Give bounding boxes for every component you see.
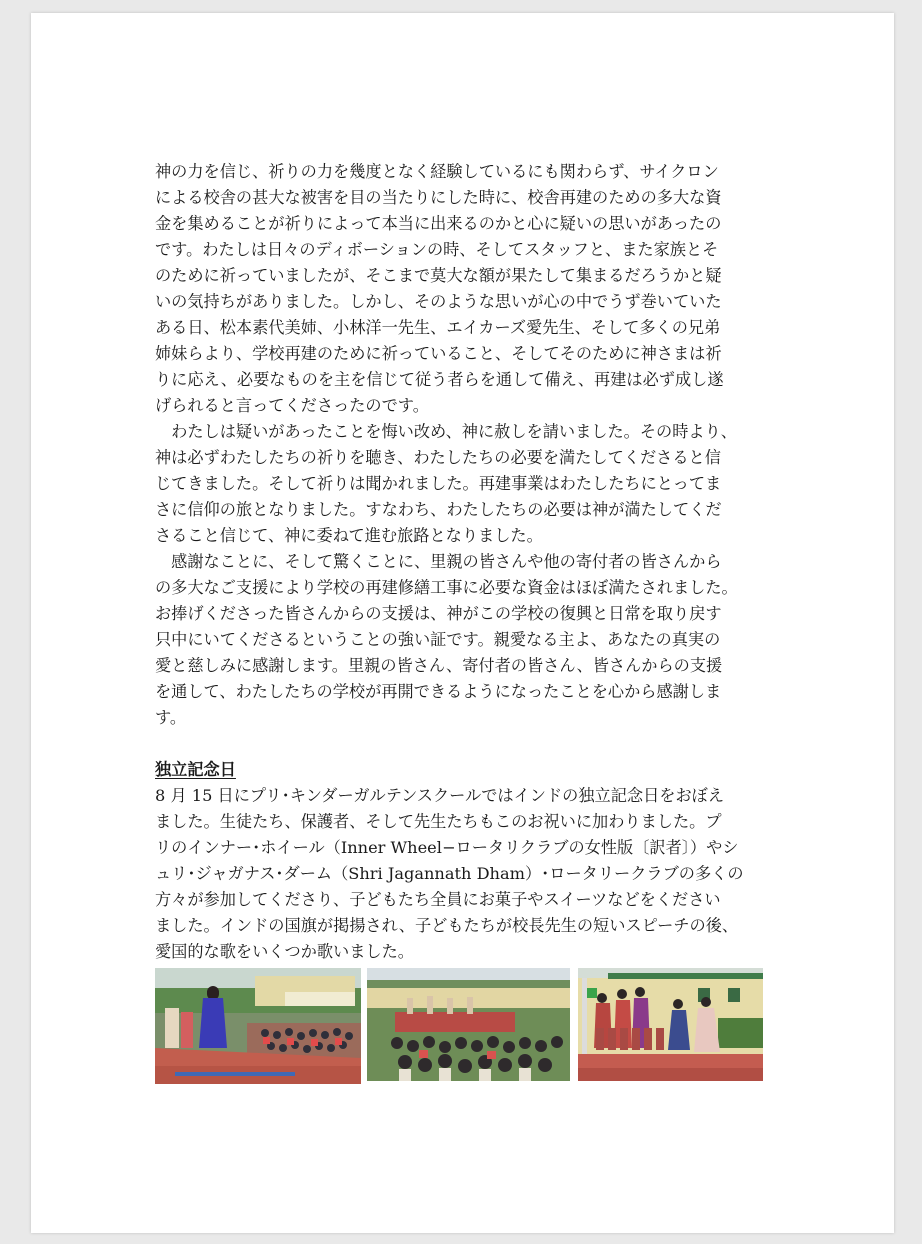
- paragraph-1: [155, 159, 778, 419]
- text-line: さに信仰の旅となりました。すなわち、わたしたちの必要は神が満たしてくだ: [155, 500, 722, 519]
- text-line: いの気持ちがありました。しかし、そのような思いが心の中でうず巻いていた: [155, 292, 722, 311]
- text-line: 神は必ずわたしたちの祈りを聴き、わたしたちの必要を満たしてくださると信: [155, 448, 721, 467]
- text-line: りに応え、必要なものを主を信じて従う者らを通して備え、再建は必ず成し遂: [155, 370, 724, 389]
- text-line: による校舎の甚大な被害を目の当たりにした時に、校舎再建のための多大な資: [155, 188, 722, 207]
- text-line: 愛と慈しみに感謝します。里親の皆さん、寄付者の皆さん、皆さんからの支援: [155, 656, 723, 675]
- event-photo-group-flag: [578, 968, 763, 1081]
- text-line: わたしは疑いがあったことを悔い改め、神に赦しを請いました。その時より、: [155, 422, 737, 441]
- event-photo-seated-children: [367, 968, 570, 1081]
- text-line: 神の力を信じ、祈りの力を幾度となく経験しているにも関わらず、サイクロン: [155, 162, 719, 181]
- text-line: 金を集めることが祈りによって本当に出来るのかと心に疑いの思いがあったの: [155, 214, 722, 233]
- section-heading: 独立記念日: [155, 760, 236, 779]
- photo-icon: [367, 968, 570, 1081]
- text-line: 只中にいてくださるということの強い証です。親愛なる主よ、あなたの真実の: [155, 630, 721, 649]
- text-line: です。わたしは日々のディボーションの時、そしてスタッフと、また家族とそ: [155, 240, 719, 259]
- text-line: 姉妹らより、学校再建のために祈っていること、そしてそのために神さまは祈: [155, 344, 722, 363]
- text-line: 8 月 15 日にプリ･キンダーガルテンスクールではインドの独立記念日をおぼえ: [155, 786, 725, 805]
- text-line: お捧げくださった皆さんからの支援は、神がこの学校の復興と日常を取り戻す: [155, 604, 722, 623]
- text-line: げられると言ってくださったのです。: [155, 396, 429, 415]
- document-page: [31, 13, 894, 1233]
- photo-icon: [578, 968, 763, 1081]
- text-line: さること信じて、神に委ねて進む旅路となりました。: [155, 526, 543, 545]
- text-line: す。: [155, 708, 187, 727]
- text-line: じてきました。そして祈りは聞かれました。再建事業はわたしたちにとってま: [155, 474, 722, 493]
- photo-icon: [155, 968, 361, 1084]
- event-photo-teacher-stage: [155, 968, 361, 1084]
- text-line: リのインナー･ホイール（Inner Wheel−ロータリクラブの女性版〔訳者〕）やシ: [155, 838, 739, 857]
- paragraph-2: [155, 419, 778, 549]
- document-body: [155, 159, 778, 965]
- text-line: の多大なご支援により学校の再建修繕工事に必要な資金はほぼ満たされました。: [155, 578, 738, 597]
- paragraph-spacer: [155, 731, 778, 757]
- text-line: ュリ･ジャガナス･ダーム（Shri Jagannath Dham）･ロータリークラブの多くの: [155, 864, 744, 883]
- text-line: 愛国的な歌をいくつか歌いました。: [155, 942, 414, 961]
- text-line: ました。インドの国旗が掲揚され、子どもたちが校長先生の短いスピーチの後、: [155, 916, 739, 935]
- paragraph-4: [155, 783, 778, 965]
- text-line: 感謝なことに、そして驚くことに、里親の皆さんや他の寄付者の皆さんから: [155, 552, 722, 571]
- text-line: のために祈っていましたが、そこまで莫大な額が果たして集まるだろうかと疑: [155, 266, 722, 285]
- text-line: 方々が参加してくださり、子どもたち全員にお菓子やスイーツなどをください: [155, 890, 721, 909]
- text-line: を通して、わたしたちの学校が再開できるようになったことを心から感謝しま: [155, 682, 722, 701]
- paragraph-3: [155, 549, 778, 731]
- text-line: ある日、松本素代美姉、小林洋一先生、エイカーズ愛先生、そして多くの兄弟: [155, 318, 721, 337]
- text-line: ました。生徒たち、保護者、そして先生たちもこのお祝いに加わりました。プ: [155, 812, 722, 831]
